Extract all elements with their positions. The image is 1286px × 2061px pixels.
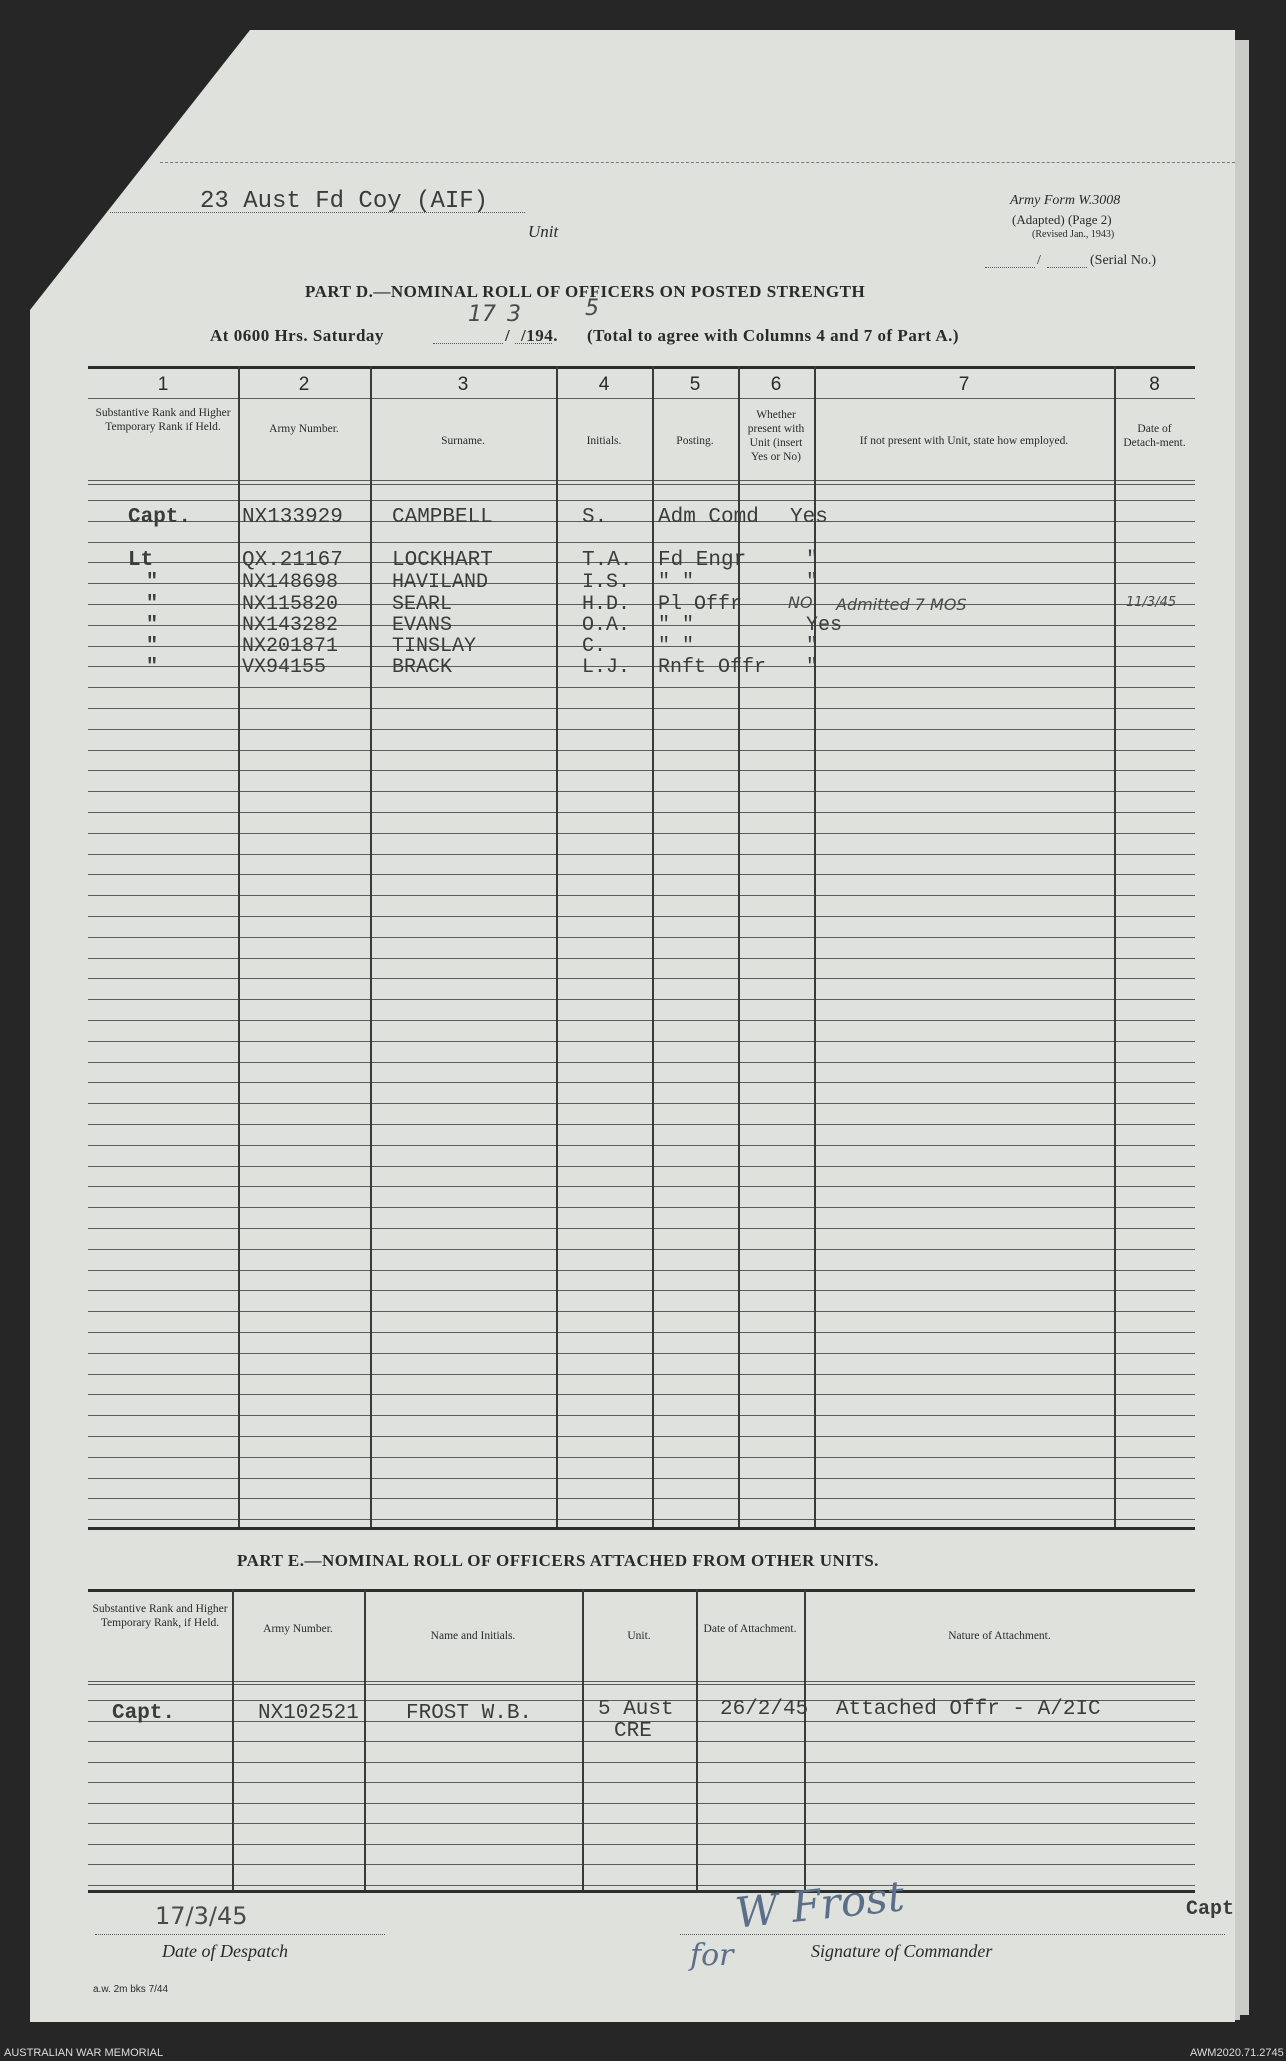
- part-d-surname: TINSLAY: [392, 635, 477, 658]
- perforation-line: [160, 162, 1235, 163]
- part-d-detachment-date: 11/3/45: [1126, 595, 1177, 610]
- despatch-label: Date of Despatch: [162, 1941, 288, 1961]
- part-e-row-line: [88, 1885, 1195, 1886]
- serial-label: (Serial No.): [1090, 253, 1157, 268]
- part-d-column-header: Substantive Rank and Higher Temporary Rank if Held.: [95, 407, 231, 433]
- part-d-row-line: [88, 1457, 1195, 1458]
- part-d-column-header: If not present with Unit, state how employed.: [859, 435, 1069, 447]
- part-e-unit-line2: CRE: [614, 1720, 652, 1743]
- part-d-column-number: 5: [689, 374, 701, 395]
- part-d-row-line: [88, 1415, 1195, 1416]
- part-d-posting: " ": [658, 635, 695, 658]
- archive-credit-right: AWM2020.71.2745: [1190, 2047, 1284, 2059]
- part-d-row-line: [88, 916, 1195, 917]
- part-e-top-rule: [88, 1589, 1195, 1592]
- part-d-surname: BRACK: [392, 656, 453, 679]
- part-e-row-line: [88, 1782, 1195, 1783]
- part-d-column-header: Surname.: [441, 435, 485, 447]
- part-d-column-divider: [238, 366, 240, 1527]
- part-d-column-divider: [370, 366, 372, 1527]
- part-d-top-rule: [88, 366, 1195, 369]
- unit-dotted-line: [110, 212, 525, 213]
- unit-label: Unit: [528, 222, 559, 241]
- part-d-present: ": [806, 549, 819, 572]
- form-name: Army Form W.3008: [1010, 193, 1121, 208]
- signature-for: for: [690, 1938, 734, 1973]
- part-d-title: PART D.—NOMINAL ROLL OF OFFICERS ON POSTED STRENGTH: [305, 282, 866, 301]
- part-d-row-line: [88, 1270, 1195, 1271]
- part-d-army-number: VX94155: [242, 656, 327, 679]
- part-e-column-header: Date of Attachment.: [703, 1623, 797, 1635]
- part-d-column-number: 1: [157, 374, 169, 395]
- date-year-suffix: 5: [585, 296, 599, 321]
- part-e-row-line: [88, 1681, 1195, 1682]
- despatch-date: 17/3/45: [155, 1902, 248, 1930]
- part-d-column-divider: [652, 366, 654, 1527]
- part-d-initials: T.A.: [582, 549, 633, 572]
- part-d-column-number: 3: [457, 374, 469, 395]
- part-d-row-line: [88, 1436, 1195, 1437]
- part-d-rank: ": [146, 593, 159, 616]
- part-d-row-line: [88, 1103, 1195, 1104]
- part-d-rank: ": [146, 614, 159, 637]
- part-d-row-line: [88, 729, 1195, 730]
- part-d-row-line: [88, 1145, 1195, 1146]
- part-e-column-divider: [696, 1589, 698, 1890]
- part-e-rank: Capt.: [112, 1702, 176, 1725]
- part-d-posting: " ": [658, 614, 695, 637]
- part-d-row-line: [88, 1311, 1195, 1312]
- commander-signature: W Frost: [732, 1871, 907, 1938]
- part-d-army-number: NX133929: [242, 506, 343, 529]
- date-dotted-line-1: [433, 343, 503, 344]
- archive-credit-left: AUSTRALIAN WAR MEMORIAL: [4, 2047, 164, 2059]
- part-e-attachment-date: 26/2/45: [720, 1698, 809, 1721]
- part-e-bottom-rule: [88, 1890, 1195, 1893]
- part-e-row-line: [88, 1823, 1195, 1824]
- part-d-army-number: NX143282: [242, 614, 339, 637]
- part-d-initials: C.: [582, 635, 607, 658]
- part-d-row-line: [88, 484, 1195, 485]
- part-d-total-note: (Total to agree with Columns 4 and 7 of Part A.): [587, 326, 960, 345]
- part-e-row-line: [88, 1864, 1195, 1865]
- part-d-row-line: [88, 958, 1195, 959]
- signature-dotted-line: [680, 1934, 1225, 1935]
- part-d-row-line: [88, 1332, 1195, 1333]
- part-d-row-line: [88, 1166, 1195, 1167]
- part-d-initials: H.D.: [582, 593, 631, 616]
- part-d-row-line: [88, 895, 1195, 896]
- date-day: 17: [468, 302, 496, 327]
- part-d-row-line: [88, 687, 1195, 688]
- part-d-column-divider: [1114, 366, 1116, 1527]
- part-d-row-line: [88, 398, 1195, 399]
- part-d-row-line: [88, 542, 1195, 543]
- unit-value: 23 Aust Fd Coy (AIF): [200, 188, 489, 215]
- part-d-year: /194.: [521, 326, 558, 345]
- form-revised: (Revised Jan., 1943): [1032, 229, 1115, 240]
- part-d-surname: SEARL: [392, 593, 453, 616]
- part-e-column-header: Unit.: [627, 1630, 651, 1642]
- part-d-rank: ": [146, 571, 159, 594]
- part-d-army-number: NX115820: [242, 593, 339, 616]
- part-d-employment: Admitted 7 MOS: [836, 595, 967, 614]
- part-d-column-number: 6: [770, 374, 782, 395]
- part-e-nature: Attached Offr - A/2IC: [836, 1698, 1101, 1721]
- signature-rank: Capt: [1186, 1898, 1235, 1921]
- part-d-row-line: [88, 937, 1195, 938]
- part-e-row-line: [88, 1803, 1195, 1804]
- part-d-initials: O.A.: [582, 614, 631, 637]
- part-d-row-line: [88, 812, 1195, 813]
- part-e-name: FROST W.B.: [406, 1702, 533, 1725]
- despatch-dotted-line: [95, 1934, 385, 1935]
- date-month: 3: [507, 302, 521, 327]
- date-slash: /: [505, 326, 510, 345]
- part-d-row-line: [88, 791, 1195, 792]
- part-d-posting: Adm Comd: [658, 506, 759, 529]
- part-d-army-number: QX.21167: [242, 549, 343, 572]
- print-code: a.w. 2m bks 7/44: [93, 1984, 169, 1995]
- part-d-column-divider: [814, 366, 816, 1527]
- serial-dotted-line-2: [1047, 267, 1087, 268]
- part-d-present: Yes: [790, 506, 828, 529]
- part-d-row-line: [88, 1124, 1195, 1125]
- part-d-row-line: [88, 480, 1195, 481]
- part-d-column-header: Initials.: [586, 435, 622, 447]
- part-d-rank: Lt: [128, 549, 154, 572]
- part-d-at-text: At 0600 Hrs. Saturday: [210, 326, 384, 345]
- part-d-present: Yes: [806, 614, 843, 637]
- part-d-rank: ": [146, 635, 159, 658]
- part-d-column-number: 2: [298, 374, 310, 395]
- part-d-row-line: [88, 833, 1195, 834]
- part-d-column-divider: [556, 366, 558, 1527]
- part-d-initials: L.J.: [582, 656, 631, 679]
- part-d-row-line: [88, 854, 1195, 855]
- part-d-row-line: [88, 1041, 1195, 1042]
- part-d-army-number: NX201871: [242, 635, 339, 658]
- part-d-surname: EVANS: [392, 614, 453, 637]
- serial-separator: /: [1037, 253, 1041, 268]
- part-d-row-line: [88, 978, 1195, 979]
- part-d-row-line: [88, 1394, 1195, 1395]
- part-e-column-divider: [804, 1589, 806, 1890]
- part-d-row-line: [88, 1228, 1195, 1229]
- part-e-column-header: Name and Initials.: [430, 1630, 516, 1642]
- part-d-row-line: [88, 1249, 1195, 1250]
- part-d-initials: S.: [582, 506, 608, 529]
- part-e-row-line: [88, 1762, 1195, 1763]
- part-d-row-line: [88, 1374, 1195, 1375]
- signature-label: Signature of Commander: [811, 1941, 993, 1961]
- part-d-present: NO: [788, 593, 813, 612]
- part-d-rank: Capt.: [128, 506, 192, 529]
- part-e-column-header: Army Number.: [263, 1623, 333, 1635]
- part-e-row-line: [88, 1684, 1195, 1685]
- part-d-surname: LOCKHART: [392, 549, 493, 572]
- part-d-row-line: [88, 1498, 1195, 1499]
- part-d-surname: HAVILAND: [392, 571, 489, 594]
- part-d-column-number: 4: [598, 374, 610, 395]
- part-d-bottom-rule: [88, 1527, 1195, 1530]
- part-d-row-line: [88, 708, 1195, 709]
- part-d-posting: Fd Engr: [658, 549, 747, 572]
- part-d-row-line: [88, 1082, 1195, 1083]
- part-e-army-number: NX102521: [258, 1702, 359, 1725]
- part-e-column-header: Substantive Rank and Higher Temporary Rank, if Held.: [92, 1603, 228, 1629]
- part-d-row-line: [88, 1478, 1195, 1479]
- form-adapted: (Adapted) (Page 2): [1012, 212, 1112, 227]
- part-d-row-line: [88, 500, 1195, 501]
- part-d-present: ": [806, 635, 819, 658]
- part-e-title: PART E.—NOMINAL ROLL OF OFFICERS ATTACHED FROM OTHER UNITS.: [237, 1551, 879, 1570]
- part-d-row-line: [88, 1186, 1195, 1187]
- part-d-row-line: [88, 999, 1195, 1000]
- part-d-row-line: [88, 1020, 1195, 1021]
- part-d-row-line: [88, 1290, 1195, 1291]
- part-d-posting: Rnft Offr: [658, 656, 767, 679]
- part-d-row-line: [88, 1353, 1195, 1354]
- part-e-column-header: Nature of Attachment.: [948, 1630, 1051, 1642]
- part-d-initials: I.S.: [582, 571, 631, 594]
- part-d-column-number: 8: [1149, 374, 1160, 395]
- part-d-column-header: Posting.: [676, 435, 714, 447]
- part-d-rank: ": [146, 656, 159, 679]
- part-d-row-line: [88, 1207, 1195, 1208]
- part-d-posting: " ": [658, 571, 695, 594]
- part-d-row-line: [88, 1062, 1195, 1063]
- part-e-column-divider: [232, 1589, 234, 1890]
- part-e-column-divider: [364, 1589, 366, 1890]
- part-d-surname: CAMPBELL: [392, 506, 493, 529]
- part-d-present: ": [806, 571, 819, 594]
- part-e-row-line: [88, 1844, 1195, 1845]
- part-d-row-line: [88, 750, 1195, 751]
- part-d-posting: Pl Offr: [658, 593, 743, 616]
- part-d-column-header: Date of Detach-ment.: [1123, 423, 1186, 449]
- part-e-column-divider: [582, 1589, 584, 1890]
- part-e-unit: 5 Aust: [598, 1698, 674, 1721]
- part-d-column-number: 7: [958, 374, 970, 395]
- part-d-army-number: NX148698: [242, 571, 339, 594]
- part-d-row-line: [88, 770, 1195, 771]
- part-d-column-header: Army Number.: [269, 423, 339, 435]
- part-d-row-line: [88, 874, 1195, 875]
- part-d-row-line: [88, 1519, 1195, 1520]
- part-d-column-header: Whether present with Unit (insert Yes or No): [747, 409, 805, 463]
- part-d-present: ": [806, 656, 819, 679]
- serial-dotted-line-1: [985, 267, 1035, 268]
- part-d-column-divider: [738, 366, 740, 1527]
